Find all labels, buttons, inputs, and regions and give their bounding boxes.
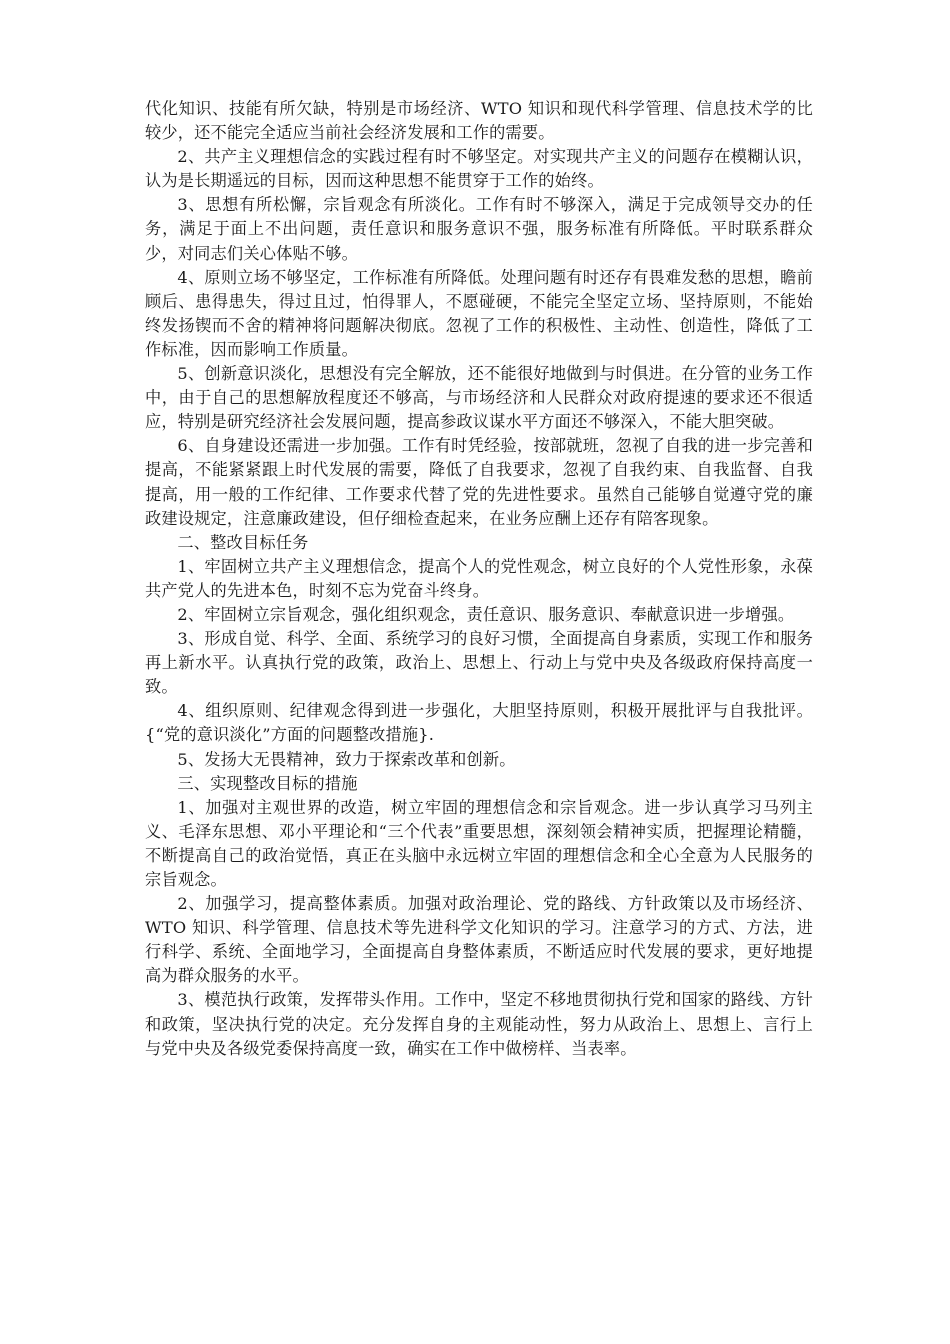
- paragraph-target-2: 2、牢固树立宗旨观念，强化组织观念，责任意识、服务意识、奉献意识进一步增强。: [177, 604, 795, 624]
- paragraph-item-2: 2、共产主义理想信念的实践过程有时不够坚定。对实现共产主义的问题存在模糊认识，认为是长期遥远的目标，因而这种思想不能贯穿于工作的始终。: [145, 147, 813, 191]
- paragraph-item-5: 5、创新意识淡化，思想没有完全解放，还不能很好地做到与时俱进。在分管的业务工作中，由于自己的思想解放程度还不够高，与市场经济和人民群众对政府提速的要求还不很适应，特别是研究经济社会发展问题，提高参政议谋水平方面还不够深入，不能大胆突破。: [145, 364, 813, 432]
- paragraph-item-4: 4、原则立场不够坚定，工作标准有所降低。处理问题有时还存有畏难发愁的思想，瞻前顾后、患得患失，得过且过，怕得罪人，不愿碰硬，不能完全坚定立场、坚持原则，不能始终发扬锲而不舍的精神将问题解决彻底。忽视了工作的积极性、主动性、创造性，降低了工作标准，因而影响工作质量。: [145, 267, 813, 359]
- paragraph-item-6: 6、自身建设还需进一步加强。工作有时凭经验，按部就班，忽视了自我的进一步完善和提高，不能紧紧跟上时代发展的需要，降低了自我要求，忽视了自我约束、自我监督、自我提高，用一般的工作纪律、工作要求代替了党的先进性要求。虽然自己能够自觉遵守党的廉政建设规定，注意廉政建设，但仔细检查起来，在业务应酬上还存有陪客现象。: [145, 436, 813, 528]
- paragraph-continuation: 代化知识、技能有所欠缺，特别是市场经济、WTO 知识和现代科学管理、信息技术学的比较少，还不能完全适应当前社会经济发展和工作的需要。: [145, 99, 813, 143]
- paragraph-target-3: 3、形成自觉、科学、全面、系统学习的良好习惯，全面提高自身素质，实现工作和服务再上新水平。认真执行党的政策，政治上、思想上、行动上与党中央及各级政府保持高度一致。: [145, 629, 813, 697]
- section-heading-targets: 二、整改目标任务: [177, 532, 309, 552]
- paragraph-measure-3: 3、模范执行政策，发挥带头作用。工作中，坚定不移地贯彻执行党和国家的路线、方针和政策，坚决执行党的决定。充分发挥自身的主观能动性，努力从政治上、思想上、言行上与党中央及各级党委保持高度一致，确实在工作中做榜样、当表率。: [145, 990, 813, 1058]
- paragraph-target-5: 5、发扬大无畏精神，致力于探索改革和创新。: [177, 749, 516, 769]
- document-body: [145, 97, 813, 1061]
- paragraph-target-4: 4、组织原则、纪律观念得到进一步强化，大胆坚持原则，积极开展批评与自我批评。{“党的意识淡化”方面的问题整改措施}.: [145, 701, 813, 745]
- paragraph-measure-2: 2、加强学习，提高整体素质。加强对政治理论、党的路线、方针政策以及市场经济、WTO 知识、科学管理、信息技术等先进科学文化知识的学习。注意学习的方式、方法，进行科学、系统、全面地学习，全面提高自身整体素质，不断适应时代发展的要求，更好地提高为群众服务的水平。: [145, 894, 813, 986]
- paragraph-item-3: 3、思想有所松懈，宗旨观念有所淡化。工作有时不够深入，满足于完成领导交办的任务，满足于面上不出问题，责任意识和服务意识不强，服务标准有所降低。平时联系群众少，对同志们关心体贴不够。: [145, 195, 813, 263]
- paragraph-measure-1: 1、加强对主观世界的改造，树立牢固的理想信念和宗旨观念。进一步认真学习马列主义、毛泽东思想、邓小平理论和“三个代表”重要思想，深刻领会精神实质，把握理论精髓，不断提高自己的政治觉悟，真正在头脑中永远树立牢固的理想信念和全心全意为人民服务的宗旨观念。: [145, 797, 813, 889]
- paragraph-target-1: 1、牢固树立共产主义理想信念，提高个人的党性观念，树立良好的个人党性形象，永葆共产党人的先进本色，时刻不忘为党奋斗终身。: [145, 556, 813, 600]
- section-heading-measures: 三、实现整改目标的措施: [177, 773, 358, 793]
